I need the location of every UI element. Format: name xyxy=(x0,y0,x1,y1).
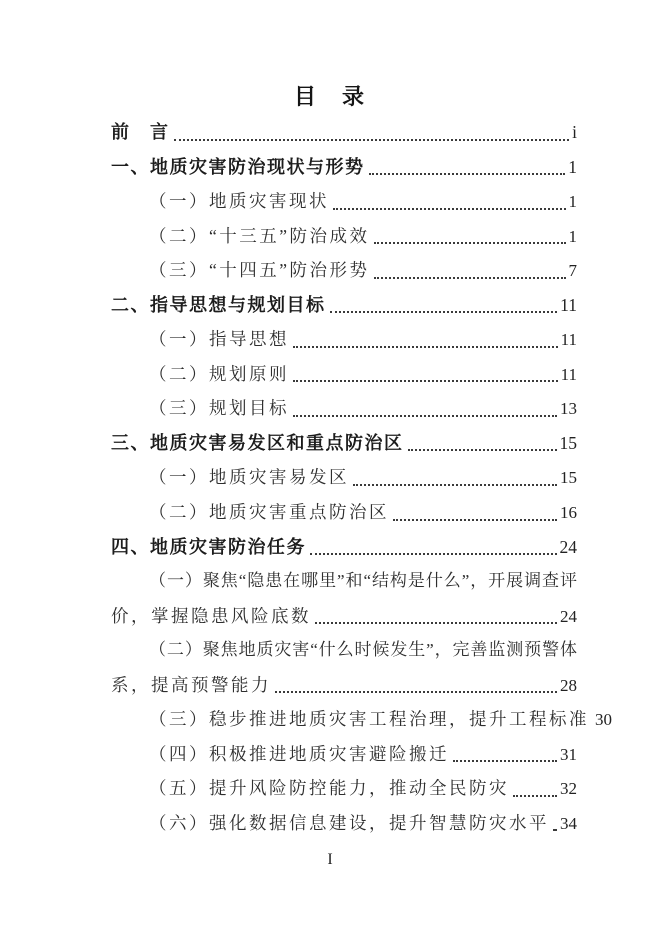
toc-entry-text: （五）提升风险防控能力，推动全民防灾 xyxy=(149,778,509,799)
toc-entry xyxy=(111,702,612,737)
toc-entry xyxy=(111,391,577,426)
toc-entry-text: 前 言 xyxy=(111,122,170,142)
toc-entry xyxy=(111,322,577,357)
toc-entry xyxy=(111,150,577,185)
toc-entry-row xyxy=(111,219,577,254)
toc-entry-page-number: 11 xyxy=(560,330,577,350)
dot-leader xyxy=(289,357,561,392)
toc-entry-text: （三）规划目标 xyxy=(149,398,289,419)
toc-entry xyxy=(111,288,577,323)
dot-leader xyxy=(404,426,560,461)
toc-entry-page-number: 30 xyxy=(595,710,612,730)
toc-entry-page-number: 16 xyxy=(560,503,577,523)
toc-entry xyxy=(111,771,577,806)
footer-page-number: I xyxy=(327,851,333,868)
dot-leader xyxy=(365,150,569,185)
toc-entry-page-number: 1 xyxy=(568,226,577,246)
dot-leader xyxy=(289,391,560,426)
table-of-contents xyxy=(111,115,612,840)
toc-entry-row xyxy=(111,426,577,461)
toc-entry-row xyxy=(111,322,577,357)
toc-entry-text: （二）地质灾害重点防治区 xyxy=(149,502,389,523)
toc-entry xyxy=(111,530,577,565)
toc-entry-text: （四）积极推进地质灾害避险搬迁 xyxy=(149,743,449,764)
toc-entry-page-number: 24 xyxy=(560,606,577,626)
toc-entry xyxy=(111,184,577,219)
toc-entry-row xyxy=(111,184,577,219)
toc-entry-text-line2: 价，掌握隐患风险底数 xyxy=(111,605,311,626)
toc-entry-page-number: 24 xyxy=(559,536,577,557)
toc-entry-row xyxy=(111,702,612,737)
toc-entry-row xyxy=(111,737,577,772)
toc-entry-text: 四、地质灾害防治任务 xyxy=(111,536,306,557)
toc-entry xyxy=(111,737,577,772)
toc-entry-page-number: 28 xyxy=(560,675,577,695)
toc-entry xyxy=(111,115,577,150)
toc-entry xyxy=(111,219,577,254)
dot-leader xyxy=(271,668,560,703)
toc-entry-text: （三）稳步推进地质灾害工程治理，提升工程标准 xyxy=(149,709,589,730)
toc-entry-text: （一）地质灾害易发区 xyxy=(149,467,349,488)
toc-entry-page-number: 11 xyxy=(560,364,577,384)
toc-entry-text: 二、指导思想与规划目标 xyxy=(111,294,326,315)
toc-entry-row xyxy=(111,460,577,495)
toc-entry xyxy=(111,426,577,461)
dot-leader xyxy=(549,806,560,841)
toc-entry-text: 三、地质灾害易发区和重点防治区 xyxy=(111,432,404,453)
toc-entry-page-number: 11 xyxy=(560,294,577,315)
toc-entry-row xyxy=(111,599,577,634)
toc-entry-row xyxy=(111,288,577,323)
toc-entry-row xyxy=(111,495,577,530)
toc-entry-page-number: 32 xyxy=(560,779,577,799)
toc-entry-page-number: 1 xyxy=(568,192,577,212)
toc-entry-page-number: 1 xyxy=(568,156,577,177)
toc-entry-row xyxy=(111,668,577,703)
toc-entry xyxy=(111,806,577,841)
toc-entry-text: （一）地质灾害现状 xyxy=(149,191,329,212)
toc-entry-row xyxy=(111,771,577,806)
toc-entry-row xyxy=(111,806,577,841)
dot-leader xyxy=(449,737,560,772)
dot-leader xyxy=(170,115,573,150)
toc-entry-text-line2: 系，提高预警能力 xyxy=(111,674,271,695)
toc-entry-text-line1: （一）聚焦“隐患在哪里”和“结构是什么”，开展调查评 xyxy=(149,571,577,591)
toc-entry-row xyxy=(111,391,577,426)
toc-entry-row xyxy=(111,253,577,288)
toc-entry xyxy=(111,253,577,288)
toc-entry-text: （六）强化数据信息建设，提升智慧防灾水平 xyxy=(149,812,549,833)
toc-entry-text: 一、地质灾害防治现状与形势 xyxy=(111,156,365,177)
dot-leader xyxy=(329,184,569,219)
dot-leader xyxy=(370,253,569,288)
toc-entry-text: （二）规划原则 xyxy=(149,363,289,384)
toc-entry xyxy=(111,564,577,633)
dot-leader xyxy=(349,460,560,495)
toc-entry-text: （一）指导思想 xyxy=(149,329,289,350)
toc-entry-page-number: 15 xyxy=(559,432,577,453)
toc-entry xyxy=(111,495,577,530)
dot-leader xyxy=(289,322,561,357)
toc-entry-text: （三）“十四五”防治形势 xyxy=(149,260,370,281)
dot-leader xyxy=(370,219,569,254)
toc-entry-text-line1: （二）聚焦地质灾害“什么时候发生”，完善监测预警体 xyxy=(149,640,577,660)
toc-entry xyxy=(111,357,577,392)
dot-leader xyxy=(389,495,560,530)
toc-entry xyxy=(111,633,577,702)
dot-leader xyxy=(326,288,561,323)
toc-entry-row xyxy=(111,357,577,392)
toc-entry-page-number: 13 xyxy=(560,399,577,419)
toc-entry-page-number: 34 xyxy=(560,813,577,833)
page-title: 目 录 xyxy=(293,84,366,109)
toc-entry-row xyxy=(111,530,577,565)
toc-entry-page-number: 31 xyxy=(560,744,577,764)
toc-entry-text: （二）“十三五”防治成效 xyxy=(149,225,370,246)
dot-leader xyxy=(509,771,560,806)
toc-entry-row xyxy=(111,150,577,185)
dot-leader xyxy=(311,599,560,634)
dot-leader xyxy=(589,702,595,737)
toc-entry-page-number: 7 xyxy=(568,261,577,281)
toc-entry xyxy=(111,460,577,495)
dot-leader xyxy=(306,530,560,565)
toc-entry-page-number: i xyxy=(572,122,577,142)
toc-entry-page-number: 15 xyxy=(560,468,577,488)
toc-entry-row xyxy=(111,115,577,150)
